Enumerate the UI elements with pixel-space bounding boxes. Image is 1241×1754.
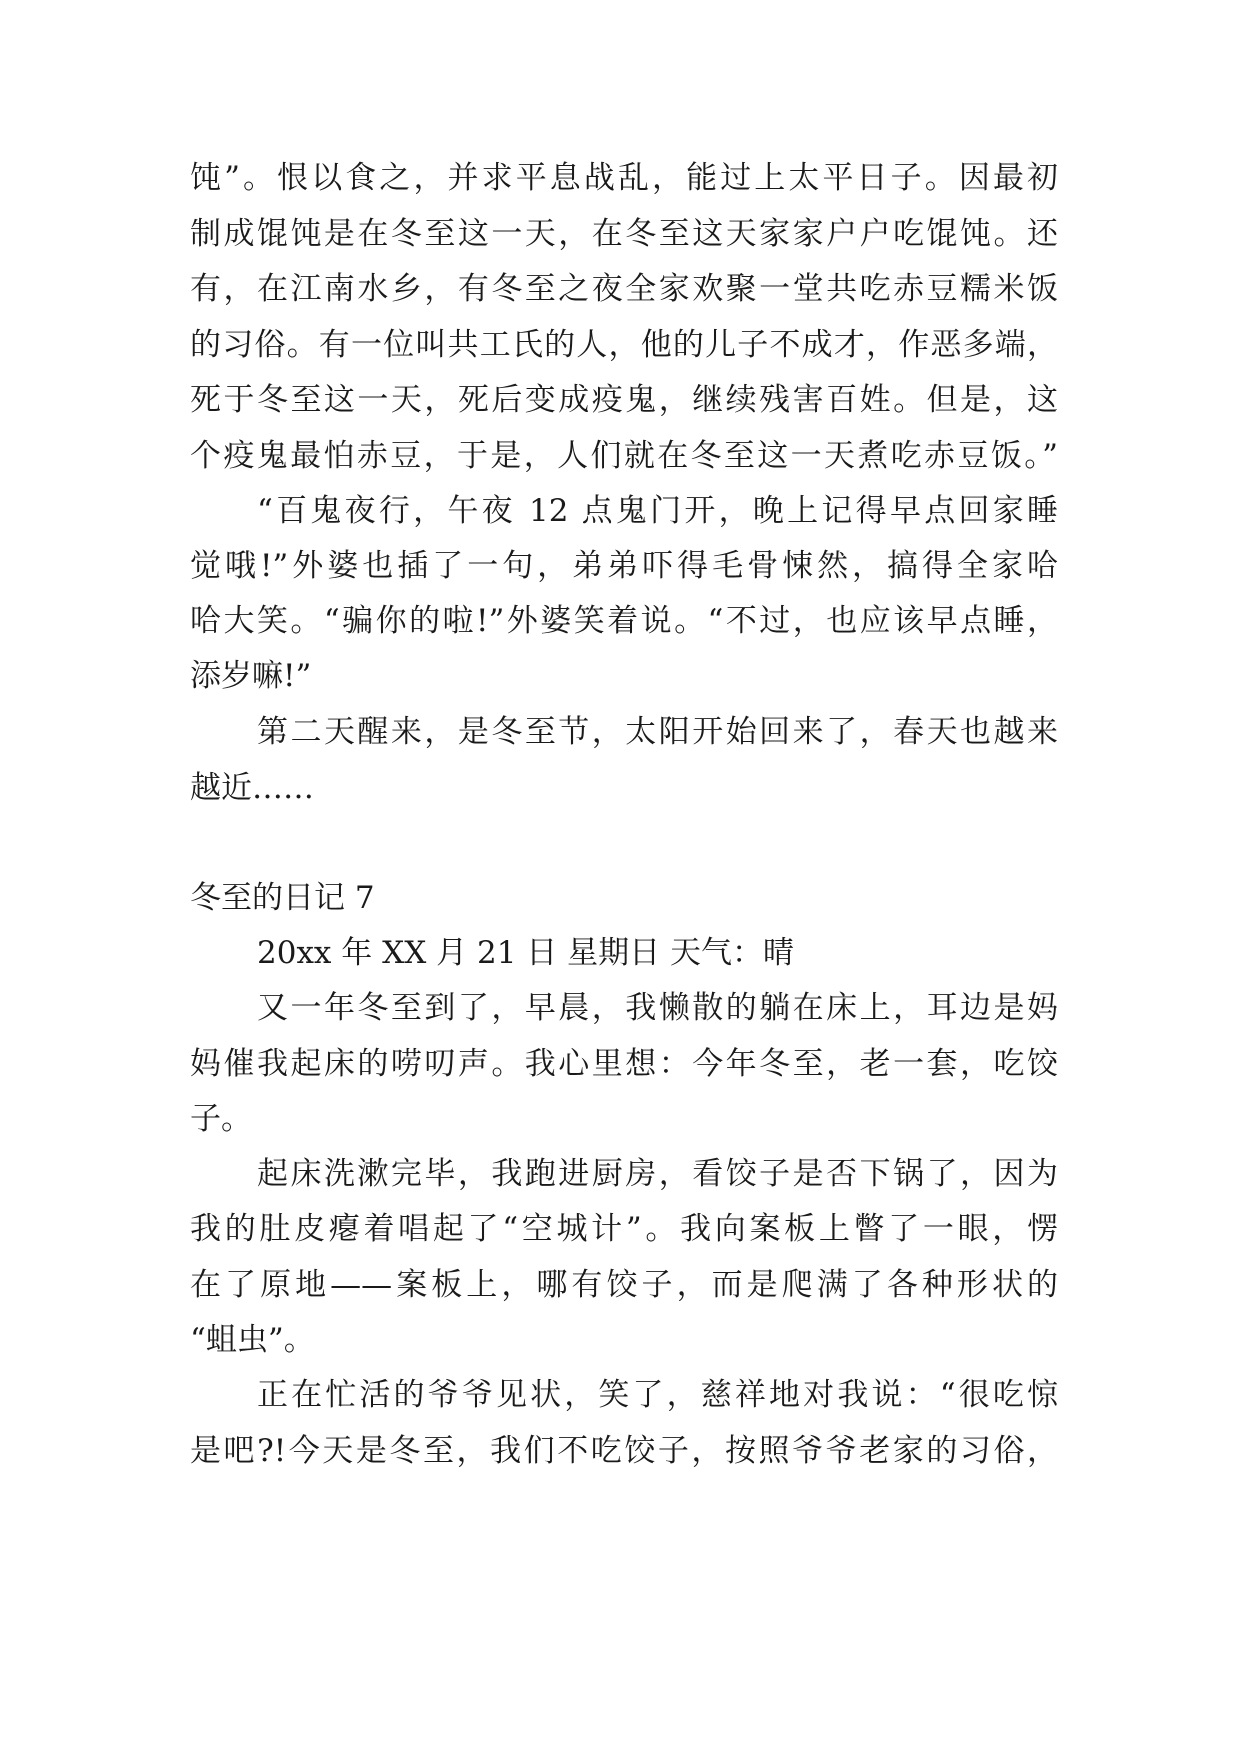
text-line: 添岁嘛!” (190, 658, 312, 694)
text-line: “百鬼夜行，午夜 12 点鬼门开，晚上记得早点回家睡 (257, 493, 1058, 529)
text-line: 饨”。恨以食之，并求平息战乱，能过上太平日子。因最初 (190, 160, 1058, 196)
text-line: 正在忙活的爷爷见状，笑了，慈祥地对我说：“很吃惊 (257, 1377, 1058, 1413)
text-line: 又一年冬至到了，早晨，我懒散的躺在床上，耳边是妈 (257, 990, 1058, 1026)
text-line: 个疫鬼最怕赤豆，于是，人们就在冬至这一天煮吃赤豆饭。” (190, 438, 1058, 474)
text-line: 在了原地——案板上，哪有饺子，而是爬满了各种形状的 (190, 1267, 1058, 1303)
text-line: 有，在江南水乡，有冬至之夜全家欢聚一堂共吃赤豆糯米饭 (190, 271, 1058, 307)
text-line: 觉哦!”外婆也插了一句，弟弟吓得毛骨悚然，搞得全家哈 (190, 548, 1058, 584)
text-line: “蛆虫”。 (190, 1322, 315, 1358)
text-line: 制成馄饨是在冬至这一天，在冬至这天家家户户吃馄饨。还 (190, 216, 1058, 252)
date-line: 20xx 年 XX 月 21 日 星期日 天气：晴 (257, 935, 794, 971)
text-line: 死于冬至这一天，死后变成疫鬼，继续残害百姓。但是，这 (190, 382, 1058, 418)
text-line: 越近…… (190, 770, 314, 806)
text-line: 的习俗。有一位叫共工氏的人，他的儿子不成才，作恶多端， (190, 327, 1058, 363)
text-line: 哈大笑。“骗你的啦!”外婆笑着说。“不过，也应该早点睡， (190, 603, 1058, 639)
text-line: 妈催我起床的唠叨声。我心里想：今年冬至，老一套，吃饺 (190, 1046, 1058, 1082)
text-line: 是吧?!今天是冬至，我们不吃饺子，按照爷爷老家的习俗， (190, 1433, 1058, 1469)
text-line: 子。 (190, 1101, 252, 1137)
text-line: 我的肚皮瘪着唱起了“空城计”。我向案板上瞥了一眼，愣 (190, 1211, 1058, 1247)
text-line: 第二天醒来，是冬至节，太阳开始回来了，春天也越来 (257, 714, 1058, 750)
section-heading: 冬至的日记 7 (190, 880, 375, 916)
text-line: 起床洗漱完毕，我跑进厨房，看饺子是否下锅了，因为 (257, 1156, 1058, 1192)
